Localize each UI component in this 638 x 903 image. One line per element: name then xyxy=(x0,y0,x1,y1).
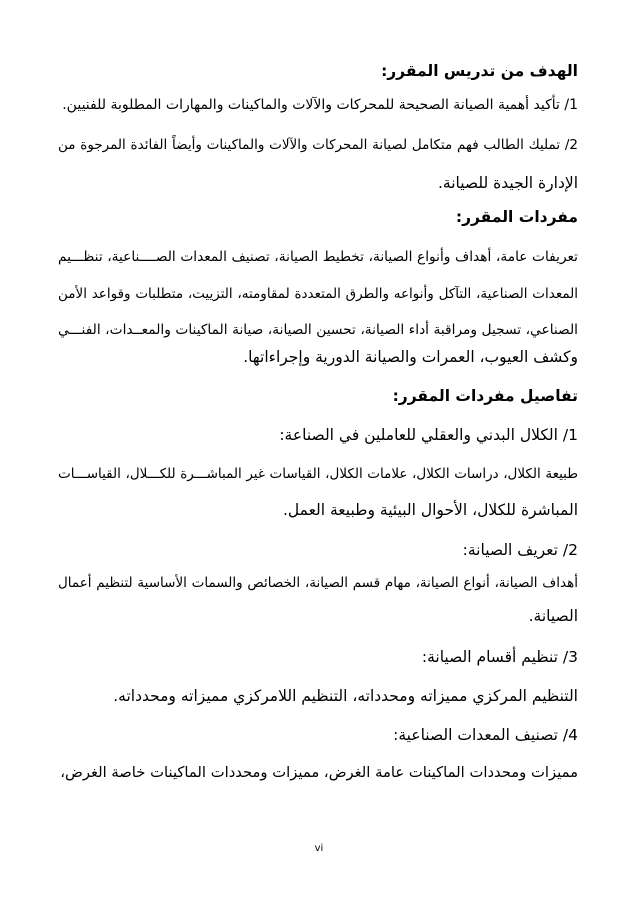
detail-2-line-2: الصيانة. xyxy=(528,607,578,625)
detail-3-line-1: التنظيم المركزي مميزاته ومحدداته، التنظيم اللامركزي مميزاته ومحدداته. xyxy=(113,687,578,705)
contents-line-1: تعريفات عامة، أهداف وأنواع الصيانة، تخطيط الصيانة، تصنيف المعدات الصــــناعية، تنظـــيم xyxy=(58,249,578,265)
page-number: vi xyxy=(314,843,324,854)
detail-4-line-1: مميزات ومحددات الماكينات عامة الغرض، مميزات ومحددات الماكينات خاصة الغرض، xyxy=(60,764,578,781)
objective-2-line-2: الإدارة الجيدة للصيانة. xyxy=(437,174,578,192)
detail-2-title: 2/ تعريف الصيانة: xyxy=(462,541,578,559)
contents-line-2: المعدات الصناعية، التآكل وأنواعه والطرق المتعددة لمقاومته، التزييت، متطلبات وقواعد الأمن xyxy=(58,286,578,302)
contents-line-3: الصناعي، تسجيل ومراقبة أداء الصيانة، تحسين الصيانة، صيانة الماكينات والمعــدات، الفنـــي xyxy=(58,322,578,338)
detail-4-title: 4/ تصنيف المعدات الصناعية: xyxy=(393,726,578,744)
details-heading: تفاصيل مفردات المقرر: xyxy=(392,387,578,405)
detail-2-line-1: أهداف الصيانة، أنواع الصيانة، مهام قسم الصيانة، الخصائص والسمات الأساسية لتنظيم أعمال xyxy=(58,575,578,591)
contents-heading: مفردات المقرر: xyxy=(455,208,578,226)
detail-1-title: 1/ الكلال البدني والعقلي للعاملين في الصناعة: xyxy=(279,426,578,444)
contents-line-4: وكشف العيوب، العمرات والصيانة الدورية وإجراءاتها. xyxy=(243,348,578,366)
detail-1-line-2: المباشرة للكلال، الأحوال البيئية وطبيعة العمل. xyxy=(282,501,578,519)
objective-heading: الهدف من تدريس المقرر: xyxy=(381,62,578,80)
objective-2-line-1: 2/ تمليك الطالب فهم متكامل لصيانة المحركات والآلات والماكينات وأيضاً الفائدة المرجوة من xyxy=(58,137,578,153)
detail-1-line-1: طبيعة الكلال، دراسات الكلال، علامات الكلال، القياسات غير المباشـــرة للكـــلال، القياســـات xyxy=(58,466,578,482)
objective-1: 1/ تأكيد أهمية الصيانة الصحيحة للمحركات والآلات والماكينات والمهارات المطلوبة للفنيين. xyxy=(62,97,578,113)
detail-3-title: 3/ تنظيم أقسام الصيانة: xyxy=(421,648,578,666)
